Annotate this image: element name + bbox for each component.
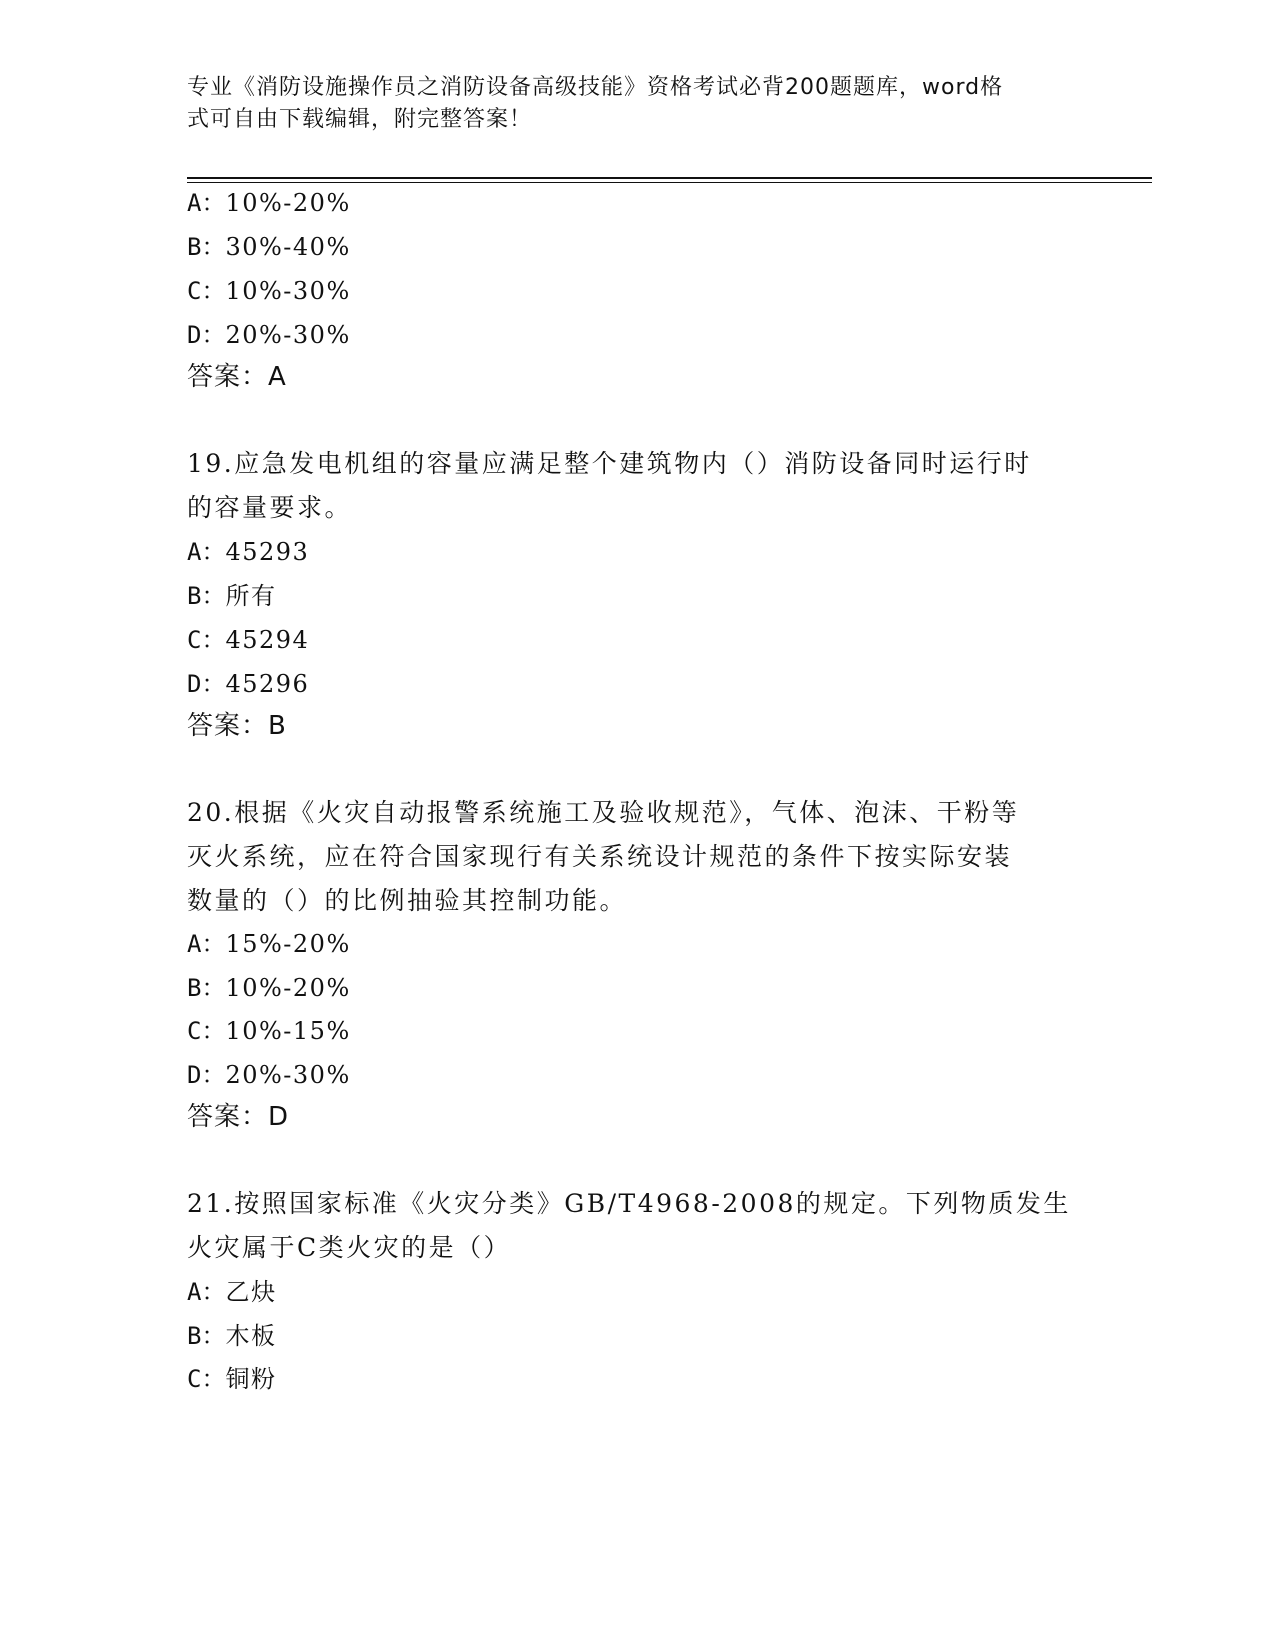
question-21-line-2: 火灾属于C类火灾的是（） xyxy=(187,1233,512,1262)
option-letter: D： xyxy=(187,670,226,698)
option-text: 20%-30% xyxy=(225,1061,351,1089)
answer-line: 答案：A xyxy=(187,362,287,392)
option-letter: C： xyxy=(187,626,226,654)
header-divider-thin xyxy=(187,182,1152,183)
option-letter: D： xyxy=(187,1061,226,1089)
option-text: 乙炔 xyxy=(225,1278,277,1306)
option-d xyxy=(187,320,351,350)
option-b xyxy=(187,1321,276,1351)
option-text: 10%-30% xyxy=(225,277,351,305)
header-line-2: 式可自由下载编辑，附完整答案！ xyxy=(187,107,533,132)
question-20-line-3: 数量的（）的比例抽验其控制功能。 xyxy=(187,886,628,915)
option-c xyxy=(187,1016,351,1046)
option-text: 10%-20% xyxy=(225,974,351,1002)
option-text: 45293 xyxy=(225,538,310,566)
option-a xyxy=(187,1277,276,1307)
option-text: 20%-30% xyxy=(225,321,351,349)
question-21-line-1: 21.按照国家标准《火灾分类》GB/T4968-2008的规定。下列物质发生 xyxy=(187,1189,1071,1218)
option-c xyxy=(187,276,351,306)
option-text: 15%-20% xyxy=(225,930,351,958)
answer-line: 答案：D xyxy=(187,1102,290,1132)
option-text: 木板 xyxy=(225,1322,277,1350)
option-letter: A： xyxy=(187,538,226,566)
question-20-line-1: 20.根据《火灾自动报警系统施工及验收规范》，气体、泡沫、干粉等 xyxy=(187,798,1020,827)
option-letter: A： xyxy=(187,189,226,217)
document-header xyxy=(187,72,1067,136)
option-letter: B： xyxy=(187,582,226,610)
question-19-line-2: 的容量要求。 xyxy=(187,493,353,522)
option-text: 45294 xyxy=(225,626,310,654)
option-letter: C： xyxy=(187,277,226,305)
option-letter: B： xyxy=(187,233,226,261)
question-19-line-1: 19.应急发电机组的容量应满足整个建筑物内（）消防设备同时运行时 xyxy=(187,449,1032,478)
header-line-1: 专业《消防设施操作员之消防设备高级技能》资格考试必背200题题库，word格 xyxy=(187,75,1004,100)
option-text: 10%-15% xyxy=(225,1017,351,1045)
header-divider-thick xyxy=(187,177,1152,179)
option-letter: C： xyxy=(187,1017,226,1045)
option-a xyxy=(187,537,309,567)
option-text: 铜粉 xyxy=(225,1365,277,1393)
option-b xyxy=(187,232,351,262)
option-letter: A： xyxy=(187,1278,226,1306)
option-b xyxy=(187,973,351,1003)
option-letter: D： xyxy=(187,321,226,349)
option-b xyxy=(187,581,276,611)
option-c xyxy=(187,1364,276,1394)
option-letter: A： xyxy=(187,930,226,958)
option-text: 45296 xyxy=(225,670,310,698)
question-20-line-2: 灭火系统，应在符合国家现行有关系统设计规范的条件下按实际安装 xyxy=(187,842,1013,871)
option-d xyxy=(187,1060,351,1090)
answer-line: 答案：B xyxy=(187,711,287,741)
option-a xyxy=(187,929,351,959)
option-letter: C： xyxy=(187,1365,226,1393)
option-text: 10%-20% xyxy=(225,189,351,217)
option-a xyxy=(187,188,351,218)
option-text: 所有 xyxy=(225,582,277,610)
option-letter: B： xyxy=(187,974,226,1002)
option-text: 30%-40% xyxy=(225,233,351,261)
option-c xyxy=(187,625,309,655)
option-letter: B： xyxy=(187,1322,226,1350)
option-d xyxy=(187,669,309,699)
